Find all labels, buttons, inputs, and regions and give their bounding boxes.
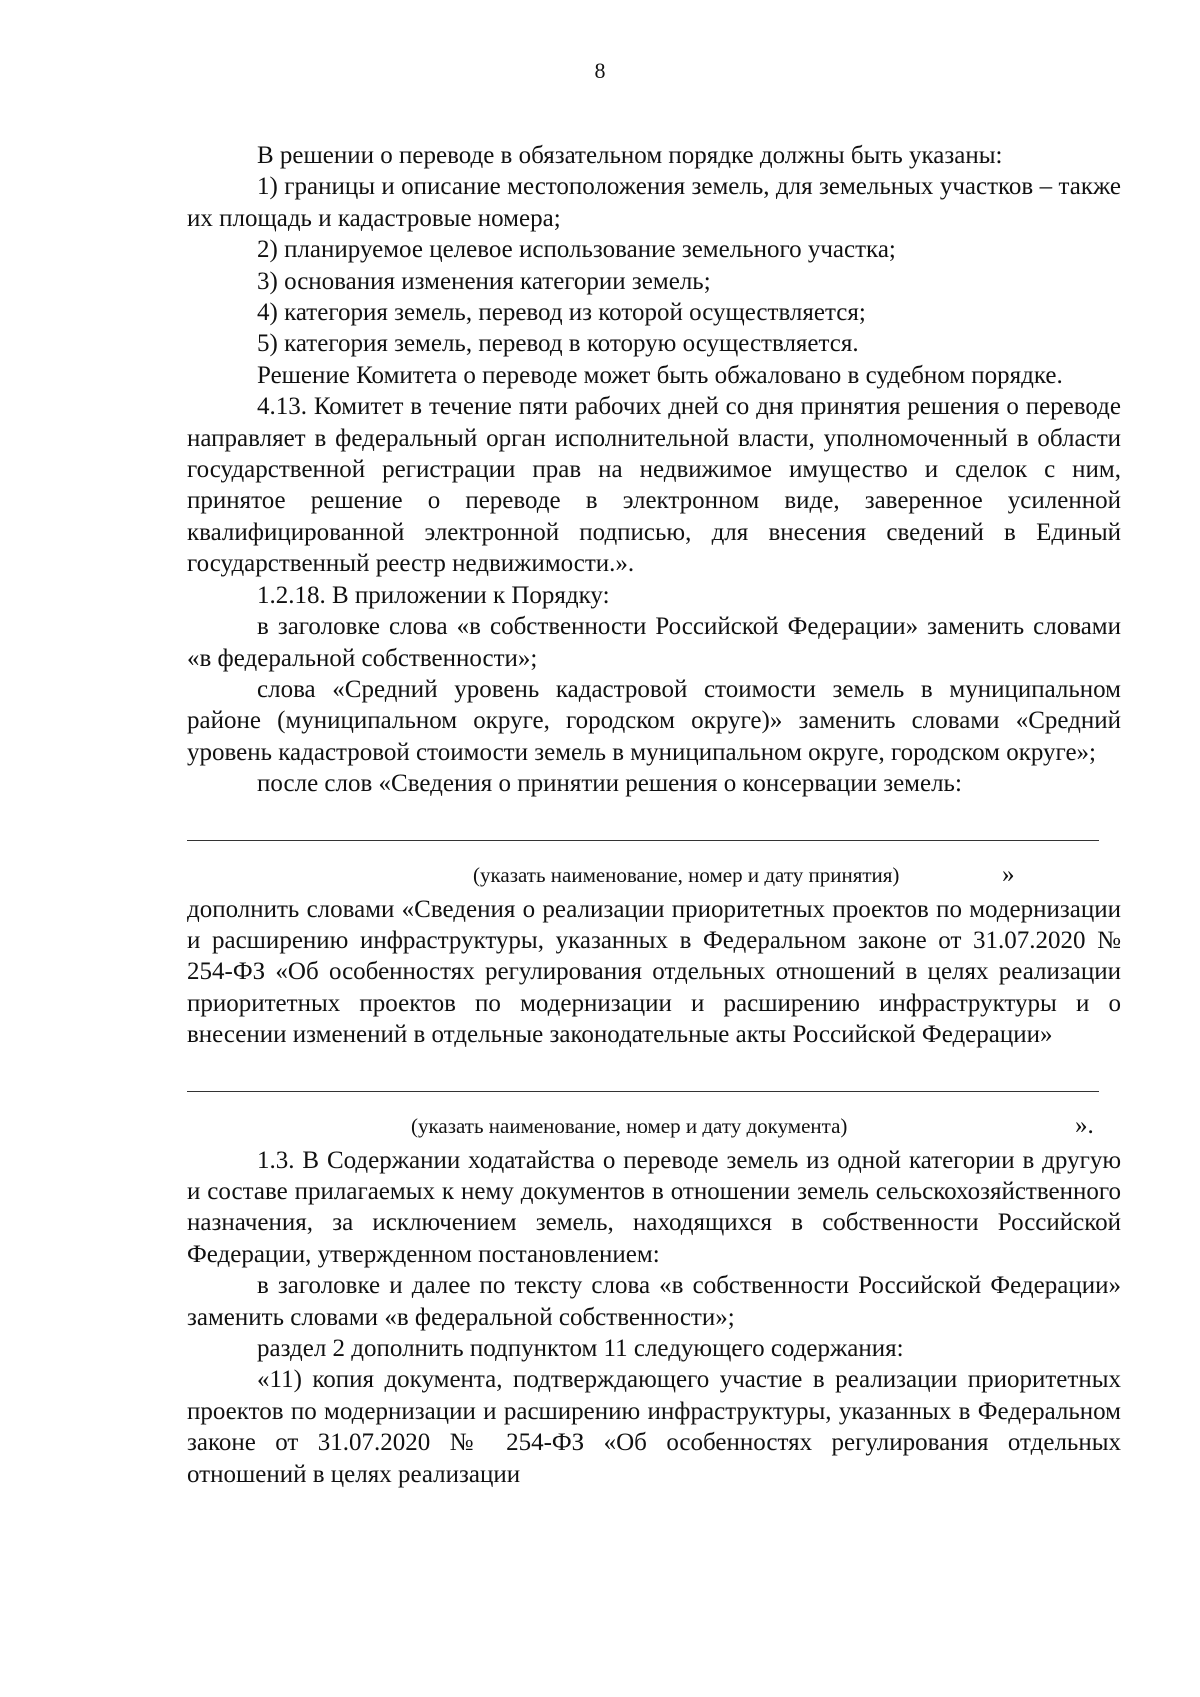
paragraph: после слов «Сведения о принятии решения о консервации земель:	[257, 770, 962, 798]
document-body	[187, 140, 1121, 1490]
paragraph: 5) категория земель, перевод в которую осуществляется.	[257, 330, 859, 358]
paragraph: 2) планируемое целевое использование земельного участка;	[257, 236, 896, 264]
signature-caption: (указать наименование, номер и дату документа)	[411, 1113, 848, 1138]
paragraph: раздел 2 дополнить подпунктом 11 следующего содержания:	[257, 1335, 904, 1362]
closing-quote: ».	[1075, 1111, 1094, 1139]
paragraph: В решении о переводе в обязательном порядке должны быть указаны:	[257, 142, 1003, 169]
closing-quote: »	[1002, 860, 1015, 888]
paragraph: Решение Комитета о переводе может быть обжаловано в судебном порядке.	[257, 361, 1063, 389]
signature-block-2	[187, 1051, 1121, 1145]
signature-line	[187, 1091, 1099, 1092]
signature-line	[187, 840, 1099, 841]
paragraph-group-b	[187, 894, 1121, 1051]
paragraph: 1.2.18. В приложении к Порядку:	[257, 581, 610, 609]
paragraph: 1.3. В Содержании ходатайства о переводе земель из одной категории в другую и составе прилагаемых к нему документов в отношении земель сельскохозяйственного назначения, за исключением земель, находящихся в собственности Российской Федерации, утвержденном постановлением:	[187, 1146, 1121, 1268]
paragraph: в заголовке и далее по тексту слова «в собственности Российской Федерации» заменить словами «в федеральной собственности»;	[187, 1272, 1121, 1331]
signature-caption: (указать наименование, номер и дату принятия)	[473, 862, 900, 887]
signature-block-1	[187, 800, 1121, 894]
paragraph: 1) границы и описание местоположения земель, для земельных участков – также их площадь и кадастровые номера;	[187, 173, 1121, 232]
paragraph: дополнить словами «Сведения о реализации приоритетных проектов по модернизации и расширению инфраструктуры, указанных в Федеральном законе от 31.07.2020 № 254-ФЗ «Об особенностях регулирования отдельных отношений в целях реализации приоритетных проектов по модернизации и расширению инфраструктуры и о внесении изменений в отдельные законодательные акты Российской Федерации»	[187, 895, 1121, 1049]
paragraph-group-c	[187, 1145, 1121, 1490]
paragraph-group-a	[187, 140, 1121, 800]
page-number: 8	[594, 58, 606, 83]
paragraph: в заголовке слова «в собственности Российской Федерации» заменить словами «в федеральной собственности»;	[187, 613, 1121, 672]
paragraph: слова «Средний уровень кадастровой стоимости земель в муниципальном районе (муниципальном округе, городском округе)» заменить словами «Средний уровень кадастровой стоимости земель в муниципальном округе, городском округе»;	[187, 675, 1121, 766]
paragraph: 3) основания изменения категории земель;	[257, 267, 711, 295]
paragraph: «11) копия документа, подтверждающего участие в реализации приоритетных проектов по модернизации и расширению инфраструктуры, указанных в Федеральном законе от 31.07.2020 № 254-ФЗ «Об особенностях регулирования отдельных отношений в целях реализации	[187, 1366, 1121, 1488]
paragraph: 4.13. Комитет в течение пяти рабочих дней со дня принятия решения о переводе направляет в федеральный орган исполнительной власти, уполномоченный в области государственной регистрации прав на недвижимое имущество и сделок с ним, принятое решение о переводе в электронном виде, заверенное усиленной квалифицированной электронной подписью, для внесения сведений в Единый государственный реестр недвижимости.».	[187, 393, 1121, 578]
paragraph: 4) категория земель, перевод из которой осуществляется;	[257, 299, 866, 327]
